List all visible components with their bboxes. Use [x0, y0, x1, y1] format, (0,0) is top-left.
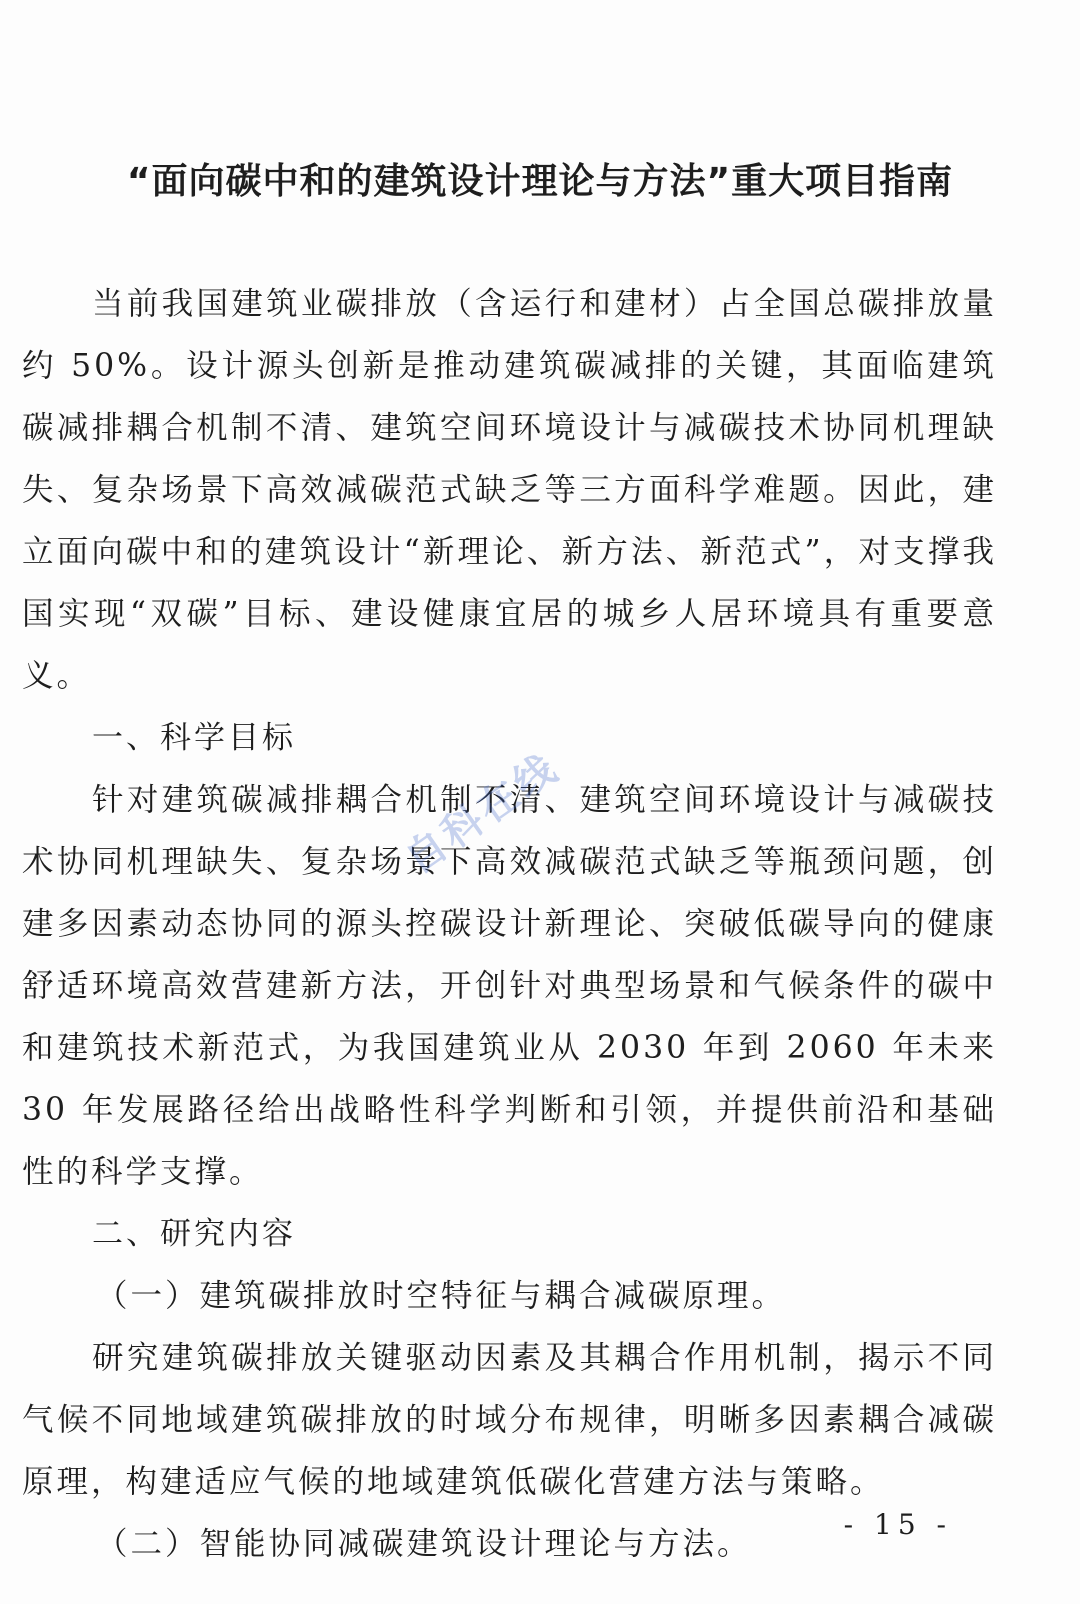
section-heading-research-content: 二、研究内容: [92, 1216, 296, 1252]
document-title: “面向碳中和的建筑设计理论与方法”重大项目指南: [126, 161, 954, 202]
intro-paragraph: 当前我国建筑业碳排放（含运行和建材）占全国总碳排放量约 50%。设计源头创新是推动建筑碳减排的关键，其面临建筑碳减排耦合机制不清、建筑空间环境设计与减碳技术协同机理缺失、复杂场景下高效减碳范式缺乏等三方面科学难题。因此，建立面向碳中和的建筑设计“新理论、新方法、新范式”，对支撑我国实现“双碳”目标、建设健康宜居的城乡人居环境具有重要意义。: [22, 286, 997, 694]
subsection-heading-1: （一）建筑碳排放时空特征与耦合减碳原理。: [96, 1278, 787, 1314]
watermark: 自科在线: [397, 744, 568, 884]
subsection-heading-2: （二）智能协同减碳建筑设计理论与方法。: [96, 1526, 752, 1562]
document-body: [22, 273, 997, 1575]
subsection-paragraph-1: 研究建筑碳排放关键驱动因素及其耦合作用机制，揭示不同气候不同地域建筑碳排放的时域分布规律，明晰多因素耦合减碳原理，构建适应气候的地域建筑低碳化营建方法与策略。: [22, 1340, 997, 1500]
page-number: - 15 -: [843, 1508, 952, 1541]
section-paragraph-science-goals: 针对建筑碳减排耦合机制不清、建筑空间环境设计与减碳技术协同机理缺失、复杂场景下高效减碳范式缺乏等瓶颈问题，创建多因素动态协同的源头控碳设计新理论、突破低碳导向的健康舒适环境高效营建新方法，开创针对典型场景和气候条件的碳中和建筑技术新范式，为我国建筑业从 2030 年到 2060 年未来 30 年发展路径给出战略性科学判断和引领，并提供前沿和基础性的科学支撑。: [22, 782, 997, 1190]
section-heading-science-goals: 一、科学目标: [92, 720, 296, 756]
